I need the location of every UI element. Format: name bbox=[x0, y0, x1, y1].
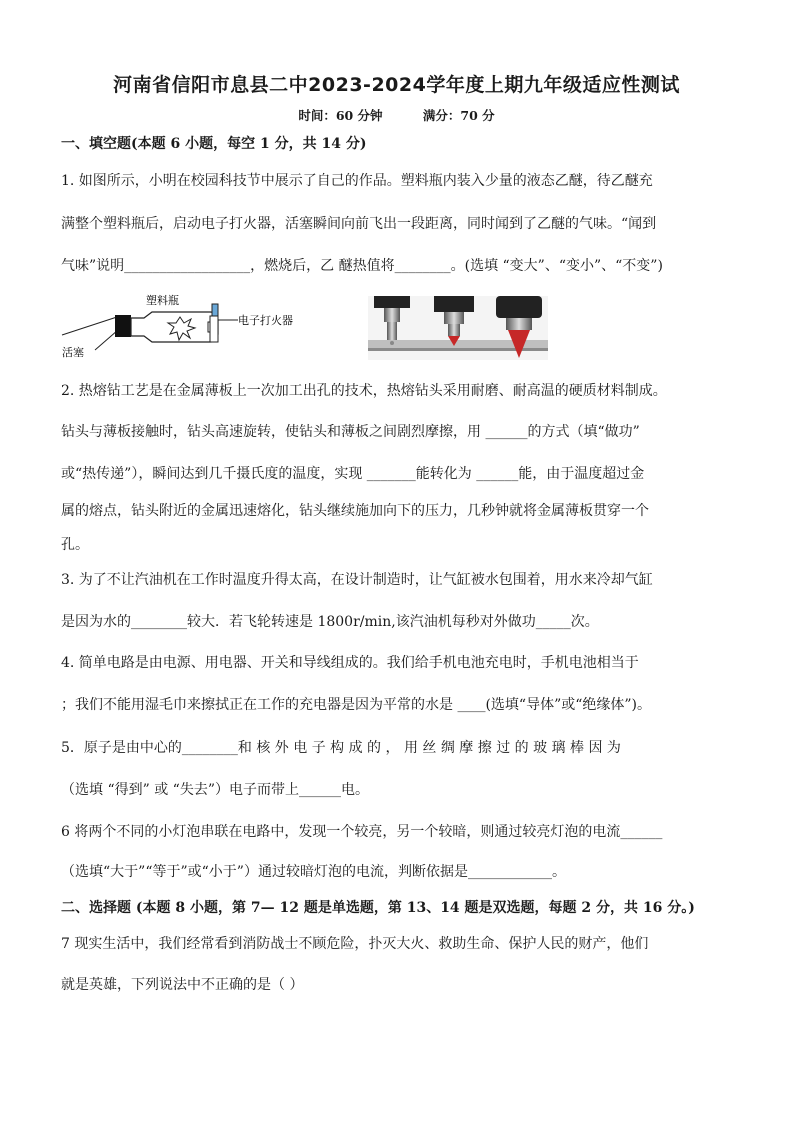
flow-drill-photo bbox=[368, 296, 548, 360]
q4-line-1: 4. 简单电路是由电源、用电器、开关和导线组成的。我们给手机电池充电时，手机电池相当于 bbox=[61, 655, 639, 671]
piston-shape bbox=[115, 315, 131, 337]
q7-line-2: 就是英雄，下列说法中不正确的是（ ） bbox=[61, 977, 304, 993]
q2-line-5: 孔。 bbox=[61, 537, 89, 553]
piston-label: 活塞 bbox=[62, 346, 84, 359]
igniter-label: 电子打火器 bbox=[238, 314, 293, 327]
exam-title: 河南省信阳市息县二中2023-2024学年度上期九年级适应性测试 bbox=[113, 74, 680, 96]
q1-line-1: 1. 如图所示，小明在校园科技节中展示了自己的作品。塑料瓶内装入少量的液态乙醚，待乙醚充 bbox=[61, 173, 653, 189]
q3-line-1: 3. 为了不让汽油机在工作时温度升得太高，在设计制造时，让气缸被水包围着，用水来冷却气缸 bbox=[61, 572, 653, 588]
exam-score: 满分：70 分 bbox=[422, 108, 495, 123]
q1-line-2: 满整个塑料瓶后，启动电子打火器，活塞瞬间向前飞出一段距离，同时闻到了乙醚的气味。“闻到 bbox=[61, 216, 657, 232]
spark-shape bbox=[168, 317, 195, 340]
bottle-label: 塑料瓶 bbox=[146, 294, 179, 307]
q4-line-2: ；我们不能用湿毛巾来擦拭正在工作的充电器是因为平常的水是 ____(选填“导体”或“绝缘体”)。 bbox=[61, 697, 652, 713]
q2-line-1: 2. 热熔钻工艺是在金属薄板上一次加工出孔的技术，热熔钻头采用耐磨、耐高温的硬质材料制成。 bbox=[61, 383, 667, 399]
exam-meta bbox=[0, 106, 793, 124]
q6-line-2: （选填“大于”“等于”或“小于”）通过较暗灯泡的电流，判断依据是____________。 bbox=[61, 864, 566, 880]
q2-line-3: 或“热传递”），瞬间达到几千摄氏度的温度，实现 _______能转化为 ______能，由于温度超过金 bbox=[61, 466, 645, 482]
piston-leader-line bbox=[62, 316, 120, 335]
q5-line-1: 5．原子是由中心的________和 核 外 电 子 构 成 的 ， 用 丝 绸 摩 擦 过 的 玻 璃 棒 因 为 bbox=[61, 740, 621, 756]
q5-line-2: （选填 “得到” 或 “失去”）电子而带上______电。 bbox=[61, 782, 369, 798]
bottle-experiment-figure bbox=[60, 290, 320, 360]
q3-line-2: 是因为水的________较大．若飞轮转速是 1800r/min,该汽油机每秒对外做功_____次。 bbox=[61, 614, 599, 630]
q6-line-1: 6 将两个不同的小灯泡串联在电路中，发现一个较亮，另一个较暗，则通过较亮灯泡的电流______ bbox=[61, 824, 663, 840]
q7-line-1: 7 现实生活中，我们经常看到消防战士不顾危险，扑灭大火、救助生命、保护人民的财产，他们 bbox=[61, 936, 649, 952]
q2-line-4: 属的熔点，钻头附近的金属迅速熔化，钻头继续施加向下的压力，几秒钟就将金属薄板贯穿一个 bbox=[61, 503, 649, 519]
q2-line-2: 钻头与薄板接触时，钻头高速旋转，使钻头和薄板之间剧烈摩擦，用 ______的方式（填“做功” bbox=[61, 424, 640, 440]
section-1-heading: 一、填空题(本题 6 小题，每空 1 分，共 14 分) bbox=[61, 136, 367, 152]
q1-line-3: 气味”说明__________________，燃烧后，乙 醚热值将________。(选填 “变大”、“变小”、“不变”) bbox=[61, 258, 663, 274]
igniter-shape bbox=[210, 316, 218, 342]
section-2-heading: 二、选择题 (本题 8 小题，第 7— 12 题是单选题，第 13、14 题是双选题，每题 2 分，共 16 分。) bbox=[61, 900, 695, 916]
exam-time: 时间：60 分钟 bbox=[298, 108, 383, 123]
